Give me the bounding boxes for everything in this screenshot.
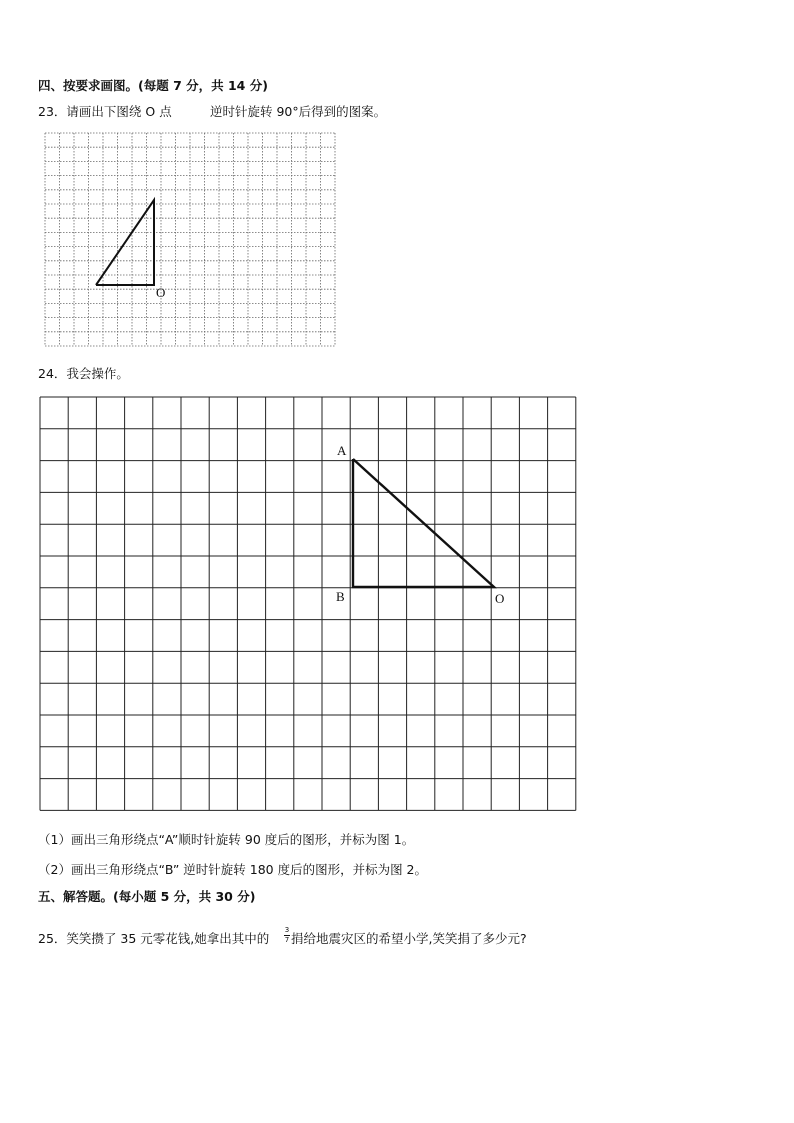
question-23-text-part1: 23．请画出下图绕 O 点 <box>38 104 172 119</box>
section-5-heading: 五、解答题。(每小题 5 分，共 30 分) <box>38 889 256 904</box>
question-24-triangle <box>353 459 494 587</box>
question-24-sub-2: （2）画出三角形绕点“B” 逆时针旋转 180 度后的图形，并标为图 2。 <box>38 862 428 877</box>
question-25-text-before: 25．笑笑攒了 35 元零花钱,她拿出其中的 <box>38 931 270 946</box>
question-24-point-a-label: A <box>337 443 347 458</box>
question-23-grid <box>44 132 346 349</box>
question-25-fraction-numerator: 3 <box>284 926 290 934</box>
question-23-text-part2: 逆时针旋转 90°后得到的图案。 <box>210 104 387 119</box>
question-23-triangle <box>96 200 154 285</box>
question-24-sub-1: （1）画出三角形绕点“A”顺时针旋转 90 度后的图形，并标为图 1。 <box>38 832 415 847</box>
question-25-text-after: 捐给地震灾区的希望小学,笑笑捐了多少元? <box>291 931 527 946</box>
question-23-point-o-label: O <box>156 285 166 300</box>
question-24-point-b-label: B <box>336 589 345 604</box>
question-24-grid <box>39 396 580 814</box>
section-4-heading: 四、按要求画图。(每题 7 分，共 14 分) <box>38 78 268 93</box>
question-25-fraction-denominator: 7 <box>284 936 290 944</box>
question-24-heading: 24．我会操作。 <box>38 366 129 381</box>
question-24-point-o-label: O <box>495 591 505 606</box>
